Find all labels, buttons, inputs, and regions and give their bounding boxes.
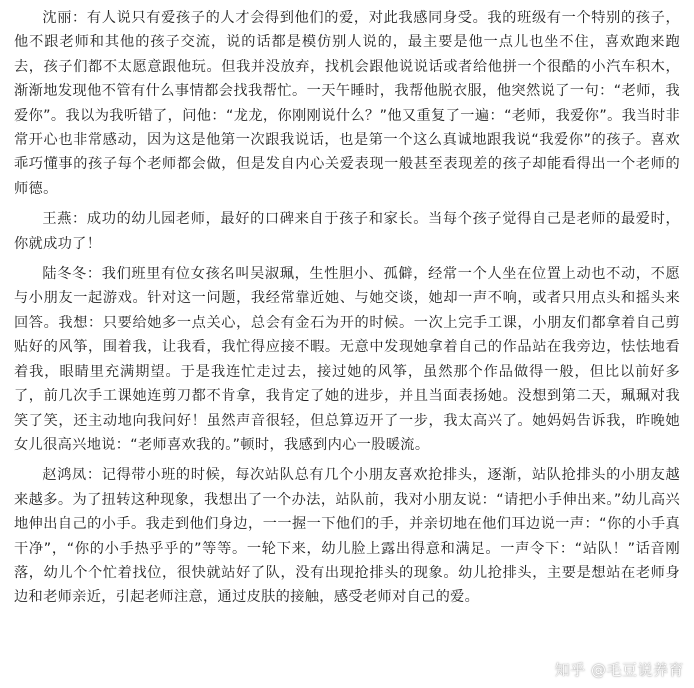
zhihu-watermark: 知乎 @毛豆说养育 [554, 661, 684, 679]
paragraph-zhao-hongfeng: 赵鸿凤：记得带小班的时候，每次站队总有几个小朋友喜欢抢排头，逐渐，站队抢排头的小朋友越来越多。为了扭转这种现象，我想出了一个办法，站队前，我对小朋友说：“请把小手伸出来。”幼儿高兴地伸出自己的小手。我走到他们身边，一一握一下他们的手，并亲切地在他们耳边说一声：“你的小手真干净”，“你的小手热乎乎的”等等。一轮下来，幼儿脸上露出得意和满足。一声令下：“站队！”话音刚落，幼儿个个忙着找位，很快就站好了队，没有出现抢排头的现象。幼儿抢排头，主要是想站在老师身边和老师亲近，引起老师注意，通过皮肤的接触，感受老师对自己的爱。 [14, 467, 680, 606]
paragraph-shen-li: 沈丽：有人说只有爱孩子的人才会得到他们的爱，对此我感同身受。我的班级有一个特别的孩子，他不跟老师和其他的孩子交流，说的话都是模仿别人说的，最主要是他一点儿也坐不住，喜欢跑来跑去，孩子们都不太愿意跟他玩。但我并没放弃，找机会跟他说说话或者给他拼一个很酷的小汽车积木，渐渐地发现他不管有什么事情都会找我帮忙。一天午睡时，我帮他脱衣服，他突然说了一句：“老师，我爱你”。我以为我听错了，问他：“龙龙，你刚刚说什么？”他又重复了一遍：“老师，我爱你”。我当时非常开心也非常感动，因为这是他第一次跟我说话，也是第一个这么真诚地跟我说“我爱你”的孩子。喜欢乖巧懂事的孩子每个老师都会做，但是发自内心关爱表现一般甚至表现差的孩子却能看得出一个老师的师德。 [14, 10, 680, 197]
paragraph-lu-dongdong: 陆冬冬：我们班里有位女孩名叫吴淑珮，生性胆小、孤僻，经常一个人坐在位置上动也不动，不愿与小朋友一起游戏。针对这一问题，我经常靠近她、与她交谈，她却一声不响，或者只用点头和摇头来回答。我想：只要给她多一点关心，总会有金石为开的时候。一次上完手工课，小朋友们都拿着自己剪贴好的风筝，围着我，让我看，我忙得应接不暇。无意中发现她拿着自己的作品站在我旁边，怯怯地看着我，眼睛里充满期望。于是我连忙走过去，接过她的风筝，虽然那个作品做得一般，但比以前好多了，前几次手工课她连剪刀都不肯拿，我肯定了她的进步，并且当面表扬她。没想到第二天，珮珮对我笑了笑，还主动地向我问好！虽然声音很轻，但总算迈开了一步，我太高兴了。她妈妈告诉我，昨晚她女儿很高兴地说：“老师喜欢我的。”顿时，我感到内心一股暖流。 [14, 266, 680, 453]
paragraph-wang-yan: 王燕：成功的幼儿园老师，最好的口碑来自于孩子和家长。当每个孩子觉得自己是老师的最爱时，你就成功了！ [14, 211, 680, 252]
